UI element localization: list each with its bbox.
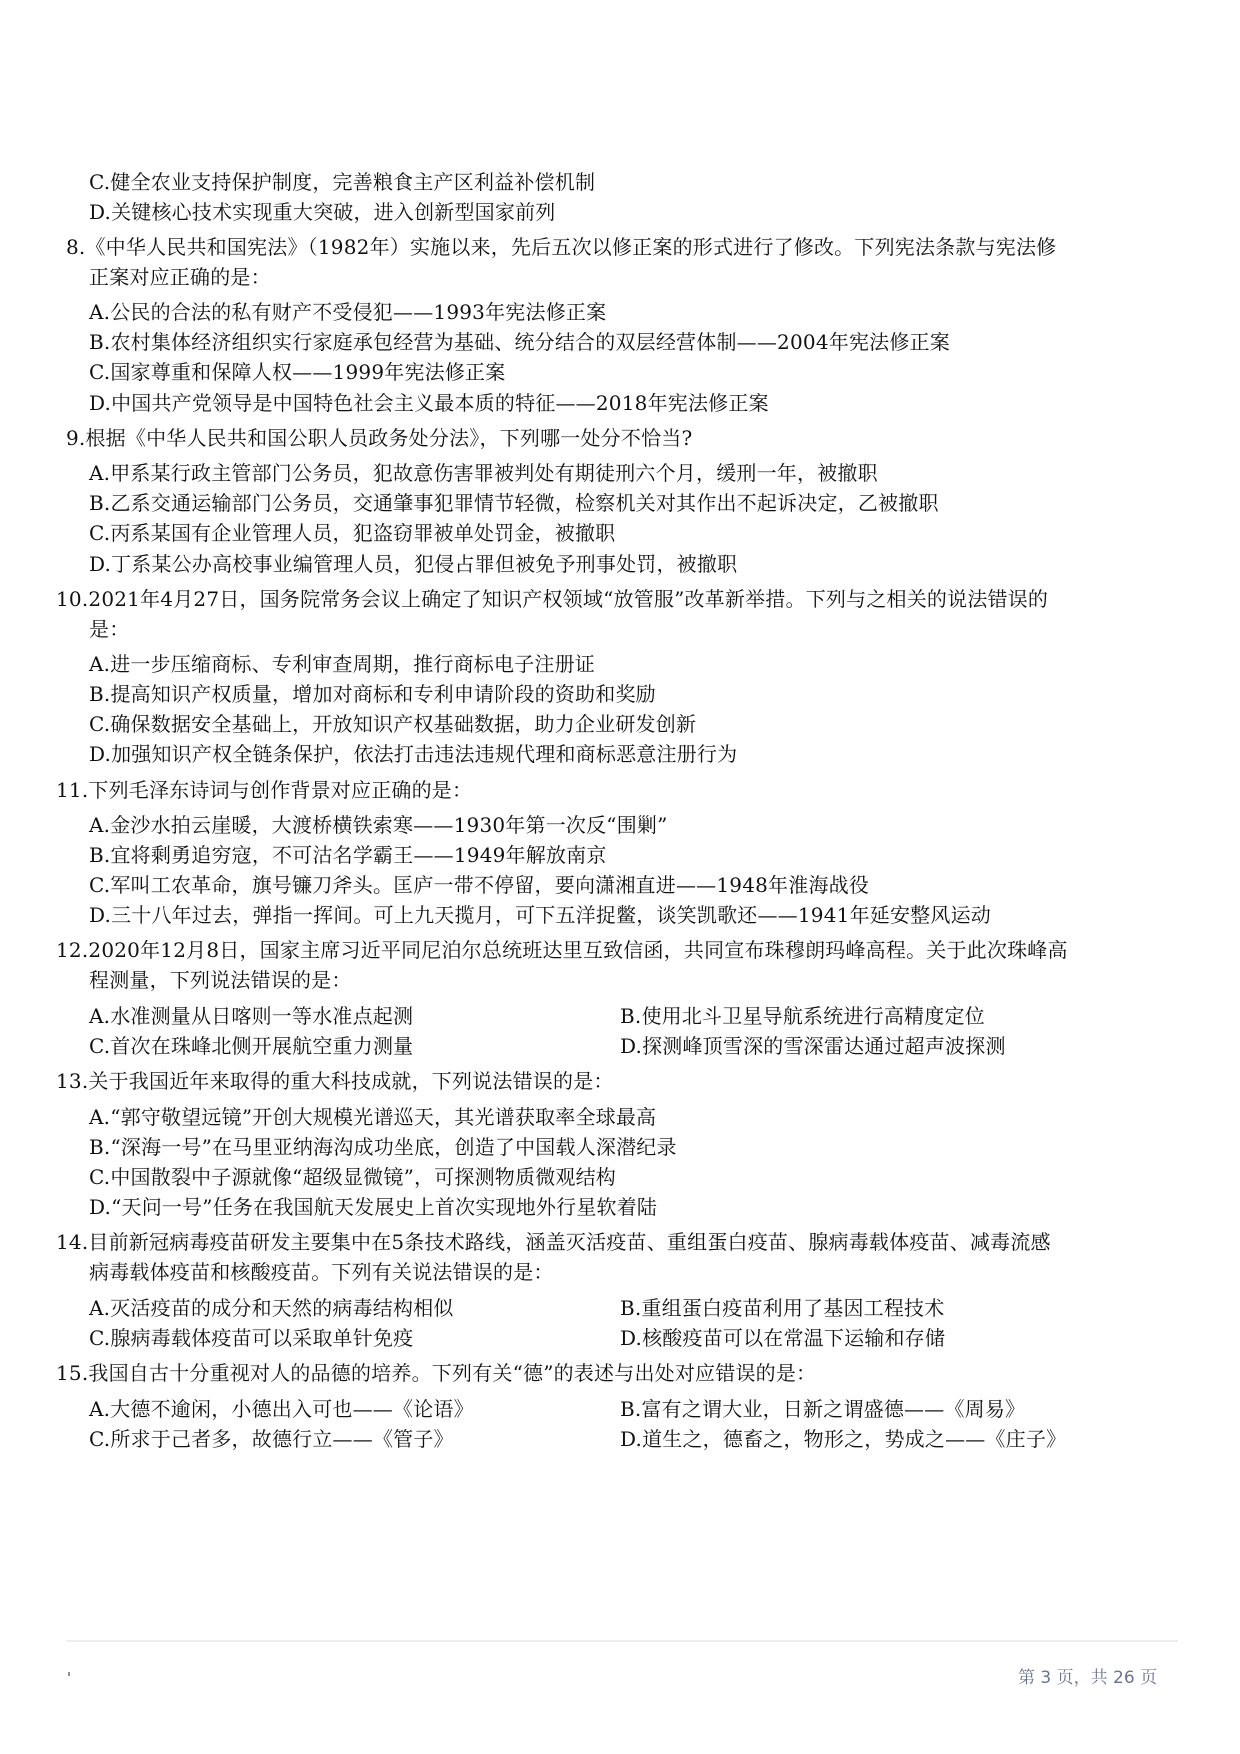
question-8-option-a: A.公民的合法的私有财产不受侵犯——1993年宪法修正案: [89, 300, 607, 324]
question-12-stem-line-2: 程测量，下列说法错误的是：: [89, 968, 352, 992]
question-12-option-d: D.探测峰顶雪深的雪深雷达通过超声波探测: [620, 1034, 1006, 1058]
question-10-option-a: A.进一步压缩商标、专利审查周期，推行商标电子注册证: [89, 652, 596, 676]
question-15-stem-line-1: 15.我国自古十分重视对人的品德的培养。下列有关“德”的表述与出处对应错误的是：: [56, 1361, 817, 1385]
question-13-option-d: D.“天问一号”任务在我国航天发展史上首次实现地外行星软着陆: [89, 1195, 658, 1219]
question-10-option-b: B.提高知识产权质量，增加对商标和专利申请阶段的资助和奖励: [89, 682, 656, 706]
question-14-option-b: B.重组蛋白疫苗利用了基因工程技术: [620, 1296, 945, 1320]
question-14-option-a: A.灭活疫苗的成分和天然的病毒结构相似: [89, 1296, 454, 1320]
question-12-option-c: C.首次在珠峰北侧开展航空重力测量: [89, 1034, 414, 1058]
option-prev-c: C.健全农业支持保护制度，完善粮食主产区利益补偿机制: [89, 170, 596, 194]
question-14-stem-line-1: 14.目前新冠病毒疫苗研发主要集中在5条技术路线，涵盖灭活疫苗、重组蛋白疫苗、腺病毒载体疫苗、减毒流感: [56, 1230, 1051, 1254]
question-9-option-d: D.丁系某公办高校事业编管理人员，犯侵占罪但被免予刑事处罚，被撤职: [89, 552, 738, 576]
question-13-option-a: A.“郭守敬望远镜”开创大规模光谱巡天，其光谱获取率全球最高: [89, 1105, 657, 1129]
page-indicator: 第 3 页，共 26 页: [1018, 1668, 1158, 1688]
question-9-option-b: B.乙系交通运输部门公务员，交通肇事犯罪情节轻微，检察机关对其作出不起诉决定，乙被撤职: [89, 491, 939, 515]
question-12-option-a: A.水准测量从日喀则一等水准点起测: [89, 1004, 414, 1028]
question-9-option-c: C.丙系某国有企业管理人员，犯盗窃罪被单处罚金，被撤职: [89, 521, 616, 545]
question-10-stem-line-2: 是：: [89, 617, 130, 641]
question-8-option-b: B.农村集体经济组织实行家庭承包经营为基础、统分结合的双层经营体制——2004年宪法修正案: [89, 330, 950, 354]
question-10-option-d: D.加强知识产权全链条保护，依法打击违法违规代理和商标恶意注册行为: [89, 742, 738, 766]
option-prev-d: D.关键核心技术实现重大突破，进入创新型国家前列: [89, 200, 556, 224]
footer-divider: [66, 1640, 1178, 1642]
question-15-option-a: A.大德不逾闲，小德出入可也——《论语》: [89, 1397, 474, 1421]
question-11-option-a: A.金沙水拍云崖暖，大渡桥横铁索寒——1930年第一次反“围剿”: [89, 813, 668, 837]
question-12-option-b: B.使用北斗卫星导航系统进行高精度定位: [620, 1004, 985, 1028]
question-10-stem-line-1: 10.2021年4月27日，国务院常务会议上确定了知识产权领域“放管服”改革新举措。下列与之相关的说法错误的: [56, 587, 1049, 611]
question-10-option-c: C.确保数据安全基础上，开放知识产权基础数据，助力企业研发创新: [89, 712, 697, 736]
question-8-stem-line-1: 8.《中华人民共和国宪法》（1982年）实施以来，先后五次以修正案的形式进行了修改。下列宪法条款与宪法修: [66, 235, 1057, 259]
question-8-stem-line-2: 正案对应正确的是：: [89, 265, 271, 289]
question-11-stem-line-1: 11.下列毛泽东诗词与创作背景对应正确的是：: [56, 778, 473, 802]
question-8-option-c: C.国家尊重和保障人权——1999年宪法修正案: [89, 360, 506, 384]
question-15-option-b: B.富有之谓大业，日新之谓盛德——《周易》: [620, 1397, 1026, 1421]
question-15-option-c: C.所求于己者多，故德行立——《管子》: [89, 1427, 454, 1451]
question-12-stem-line-1: 12.2020年12月8日，国家主席习近平同尼泊尔总统班达里互致信函，共同宣布珠穆朗玛峰高程。关于此次珠峰高: [56, 938, 1068, 962]
question-11-option-d: D.三十八年过去，弹指一挥间。可上九天揽月，可下五洋捉鳖，谈笑凯歌还——1941年延安整风运动: [89, 903, 991, 927]
question-13-stem-line-1: 13.关于我国近年来取得的重大科技成就，下列说法错误的是：: [56, 1069, 614, 1093]
question-11-option-b: B.宜将剩勇追穷寇，不可沽名学霸王——1949年解放南京: [89, 843, 607, 867]
question-13-option-b: B.“深海一号”在马里亚纳海沟成功坐底，创造了中国载人深潜纪录: [89, 1135, 677, 1159]
question-14-option-d: D.核酸疫苗可以在常温下运输和存储: [620, 1326, 946, 1350]
question-13-option-c: C.中国散裂中子源就像“超级显微镜”，可探测物质微观结构: [89, 1165, 616, 1189]
footer-mark: [68, 1672, 70, 1676]
question-11-option-c: C.军叫工农革命，旗号镰刀斧头。匡庐一带不停留，要向潇湘直进——1948年淮海战役: [89, 873, 870, 897]
question-15-option-d: D.道生之，德畜之，物形之，势成之——《庄子》: [620, 1427, 1067, 1451]
question-8-option-d: D.中国共产党领导是中国特色社会主义最本质的特征——2018年宪法修正案: [89, 391, 769, 415]
question-9-stem-line-1: 9.根据《中华人民共和国公职人员政务处分法》，下列哪一处分不恰当?: [66, 426, 693, 450]
question-14-stem-line-2: 病毒载体疫苗和核酸疫苗。下列有关说法错误的是：: [89, 1260, 554, 1284]
question-9-option-a: A.甲系某行政主管部门公务员，犯故意伤害罪被判处有期徒刑六个月，缓刑一年，被撤职: [89, 461, 878, 485]
question-14-option-c: C.腺病毒载体疫苗可以采取单针免疫: [89, 1326, 414, 1350]
